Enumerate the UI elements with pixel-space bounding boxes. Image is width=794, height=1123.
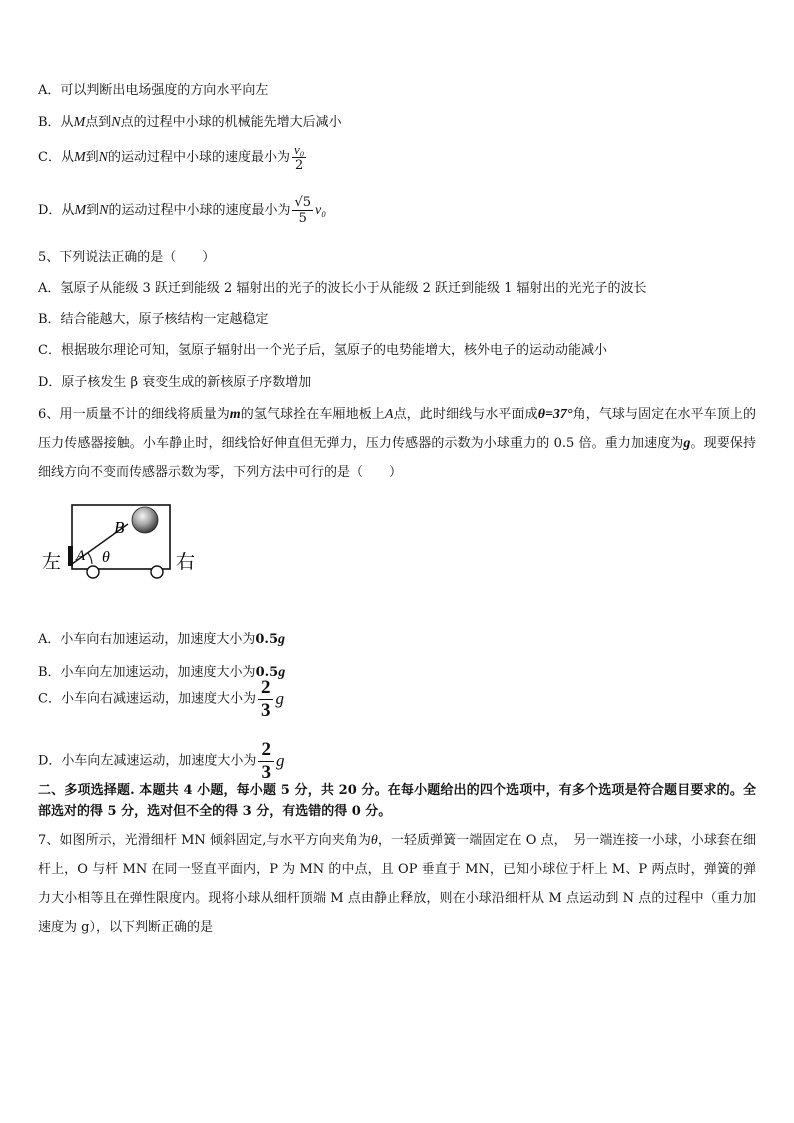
q4-d-n: N: [99, 203, 109, 218]
q4-d-v0: v₀: [315, 203, 327, 218]
q4-option-a: A．可以判断出电场强度的方向水平向左: [38, 83, 269, 98]
q6-stem-part3: 点，此时细线与水平面成: [393, 407, 538, 422]
q4-d-fraction: [292, 196, 313, 225]
q6-stem: [38, 400, 756, 487]
q6-c-text: C．小车向右减速运动，加速度大小为: [38, 691, 256, 707]
q6-point-a: A: [384, 407, 394, 422]
q6-a-text: A．小车向右加速运动，加速度大小为: [38, 632, 256, 647]
label-left: 左: [42, 552, 62, 573]
q4-d-mid: 到: [86, 203, 100, 218]
q5-option-b: B．结合能越大，原子核结构一定越稳定: [38, 312, 269, 327]
q7-part1: 7、如图所示，光滑细杆 MN 倾斜固定,与水平方向夹角为: [38, 833, 371, 848]
q6-stem-part1: 6、用一质量不计的细线将质量为: [38, 407, 230, 422]
left-wheel: [87, 566, 99, 578]
q6-option-d: [38, 740, 284, 782]
q6-d-num: 2: [258, 740, 274, 762]
q4-d-post: 的运动过程中小球的速度最小为: [108, 203, 291, 218]
q6-c-fraction: [258, 678, 274, 720]
q4-d-m: M: [74, 203, 87, 218]
q6-cart-figure: [40, 500, 210, 582]
q6-d-fraction: [258, 740, 274, 782]
q6-b-val: 0.5: [255, 665, 279, 680]
q6-b-g: g: [278, 665, 286, 680]
angle-arc: [88, 553, 92, 564]
q7-theta: θ: [370, 833, 378, 848]
q4-c-post: 的运动过程中小球的速度最小为: [107, 150, 290, 165]
q4-d-frac-den: 5: [298, 211, 307, 226]
q4-c-frac-den: 2: [295, 158, 304, 173]
label-right: 右: [176, 552, 196, 573]
label-b: B: [114, 518, 125, 537]
q4-option-c: [38, 143, 308, 172]
q6-theta: θ=37°: [537, 407, 573, 422]
q4-d-pre: D．从: [38, 203, 75, 218]
q5-option-d: D．原子核发生 β 衰变生成的新核原子序数增加: [38, 375, 312, 390]
right-wheel: [151, 566, 163, 578]
q6-d-text: D．小车向左减速运动，加速度大小为: [38, 753, 257, 769]
q4-c-n: N: [98, 150, 108, 165]
label-a: A: [76, 548, 86, 564]
q6-stem-part2: 的氢气球拴在车厢地板上: [240, 407, 385, 422]
q5-stem: 5、下列说法正确的是（ ）: [38, 250, 216, 265]
q7-part2: ，一轻质弹簧一端固定在 O 点， 另一端连接一小球，小球套在细杆上，O 与杆 MN 在同一竖直平面内，P 为 MN 的中点，且 OP 垂直于 MN，已知小球位于杆上 M、P 两点时，弹簧的弹力大小相等且在弹性限度内。现将小球从细杆顶端 M 点由静止释放，则在小球沿细杆从 M 点运动到 N 点的过程中（重力加速度为 g），以下判断正确的是: [38, 833, 756, 935]
q6-c-den: 3: [260, 700, 271, 721]
q4-b-n: N: [111, 115, 121, 130]
q4-d-frac-num: √5: [294, 195, 312, 210]
q4-c-mid: 到: [85, 150, 99, 165]
q4-c-m: M: [73, 150, 86, 165]
q6-mass-m: m: [229, 407, 241, 422]
balloon-ball: [132, 507, 158, 533]
q6-b-text: B．小车向左加速运动，加速度大小为: [38, 665, 256, 680]
q5-option-c: C．根据玻尔理论可知，氢原子辐射出一个光子后，氢原子的电势能增大，核外电子的运动动能减小: [38, 343, 607, 358]
q6-c-num: 2: [258, 678, 274, 700]
q4-b-pre: B．从: [38, 115, 74, 130]
q6-option-a: [38, 631, 285, 649]
q4-c-pre: C．从: [38, 150, 74, 165]
section2-heading: 二、多项选择题. 本题共 4 小题，每小题 5 分，共 20 分。在每小题给出的四个选项中，有多个选项是符合题目要求的。全部选对的得 5 分，选对但不全的得 3 分，有选错的得 0 分。: [38, 783, 756, 819]
q5-option-a: A．氢原子从能级 3 跃迁到能级 2 辐射出的光子的波长小于从能级 2 跃迁到能级 1 辐射出的光光子的波长: [38, 281, 647, 296]
q6-g: g: [683, 436, 691, 451]
q4-b-m: M: [73, 115, 86, 130]
q6-option-c: [38, 678, 284, 720]
q6-d-den: 3: [261, 762, 271, 783]
q6-a-g: g: [278, 632, 286, 647]
q4-b-post: 点的过程中小球的机械能先增大后减小: [120, 115, 342, 130]
q6-stem-part4: 角，气球与固定在水平车顶上的压力传感器接触。小车静止时，细线恰好伸直但无弹力，压力传感器的示数为小球重力的 0.5 倍。重力加速度为: [38, 407, 756, 451]
label-theta: θ: [102, 549, 110, 566]
q4-c-fraction: [292, 143, 306, 172]
q4-option-d: [38, 196, 326, 225]
q7-stem: [38, 826, 756, 942]
q6-d-g: g: [275, 751, 285, 770]
q6-c-g: g: [275, 689, 284, 708]
q6-a-val: 0.5: [255, 632, 279, 647]
q4-c-frac-num: v₀: [294, 142, 305, 157]
q4-option-b: [38, 114, 342, 132]
q4-b-mid: 点到: [85, 115, 112, 130]
q6-stem-part5: 。现要保持细线方向不变而传感器示数为零，下列方法中可行的是（ ）: [38, 436, 756, 480]
